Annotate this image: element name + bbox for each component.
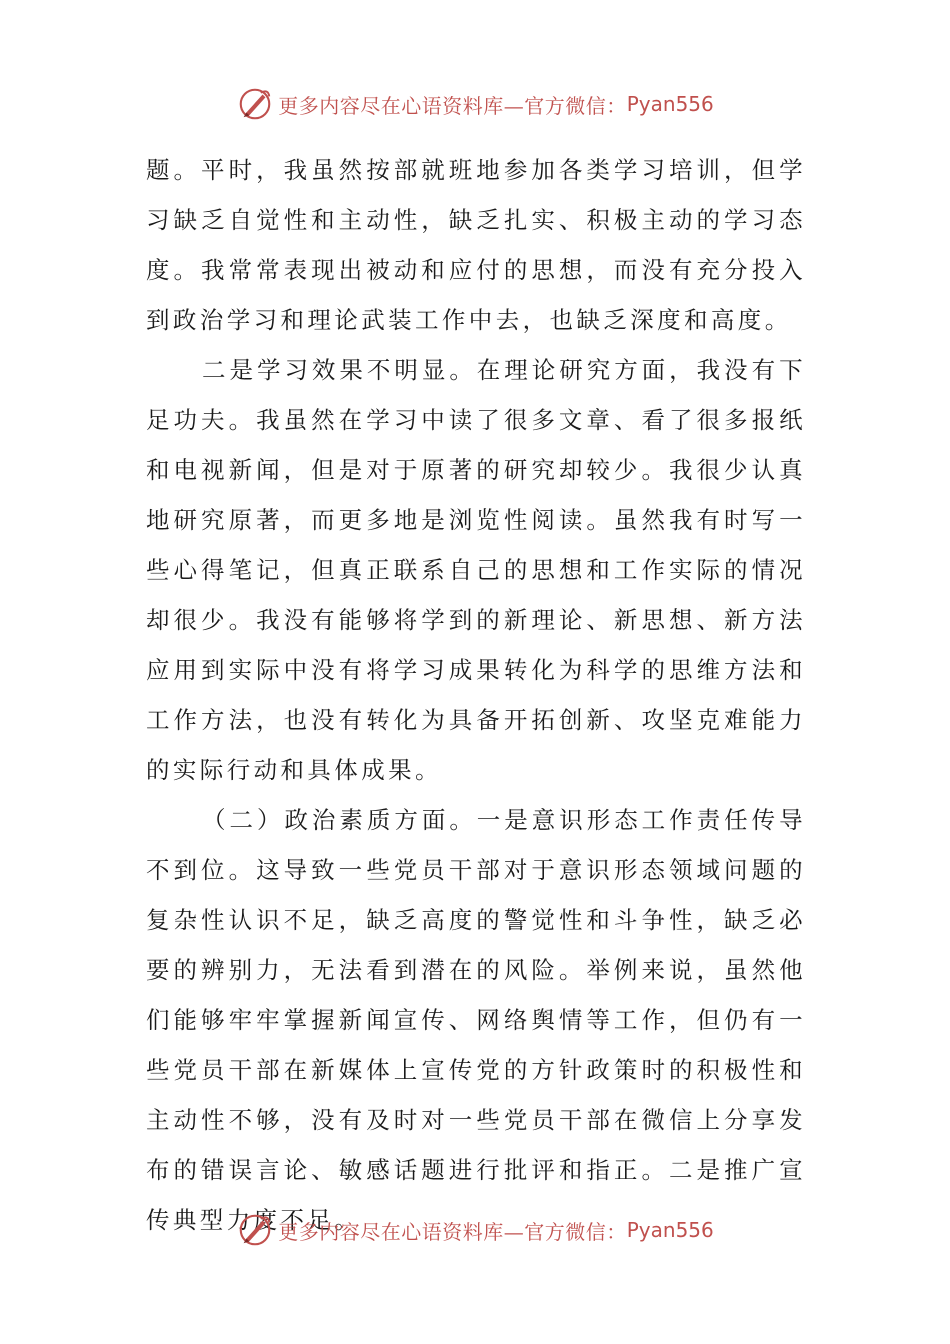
watermark-text: 更多内容尽在心语资料库—官方微信： (278, 93, 627, 118)
document-body (146, 145, 806, 1245)
paragraph: 题。平时，我虽然按部就班地参加各类学习培训，但学习缺乏自觉性和主动性，缺乏扎实、积极主动的学习态度。我常常表现出被动和应付的思想，而没有充分投入到政治学习和理论武装工作中去，也缺乏深度和高度。 (146, 156, 806, 334)
watermark-wechat-id: Pyan556 (626, 92, 714, 116)
watermark-text: 更多内容尽在心语资料库—官方微信： (278, 1219, 627, 1244)
header-watermark (0, 84, 950, 124)
paragraph: 二是学习效果不明显。在理论研究方面，我没有下足功夫。我虽然在学习中读了很多文章、看了很多报纸和电视新闻，但是对于原著的研究却较少。我很少认真地研究原著，而更多地是浏览性阅读。虽然我有时写一些心得笔记，但真正联系自己的思想和工作实际的情况却很少。我没有能够将学到的新理论、新思想、新方法应用到实际中没有将学习成果转化为科学的思维方法和工作方法，也没有转化为具备开拓创新、攻坚克难能力的实际行动和具体成果。 (146, 356, 806, 784)
pen-logo-icon (236, 85, 274, 123)
paragraph: （二）政治素质方面。一是意识形态工作责任传导不到位。这导致一些党员干部对于意识形态领域问题的复杂性认识不足，缺乏高度的警觉性和斗争性，缺乏必要的辨别力，无法看到潜在的风险。举例来说，虽然他们能够牢牢掌握新闻宣传、网络舆情等工作，但仍有一些党员干部在新媒体上宣传党的方针政策时的积极性和主动性不够，没有及时对一些党员干部在微信上分享发布的错误言论、敏感话题进行批评和指正。二是推广宣传典型力度不足。 (146, 806, 806, 1234)
watermark-wechat-id: Pyan556 (626, 1218, 714, 1242)
footer-watermark (0, 1210, 950, 1250)
pen-logo-icon (236, 1211, 274, 1249)
